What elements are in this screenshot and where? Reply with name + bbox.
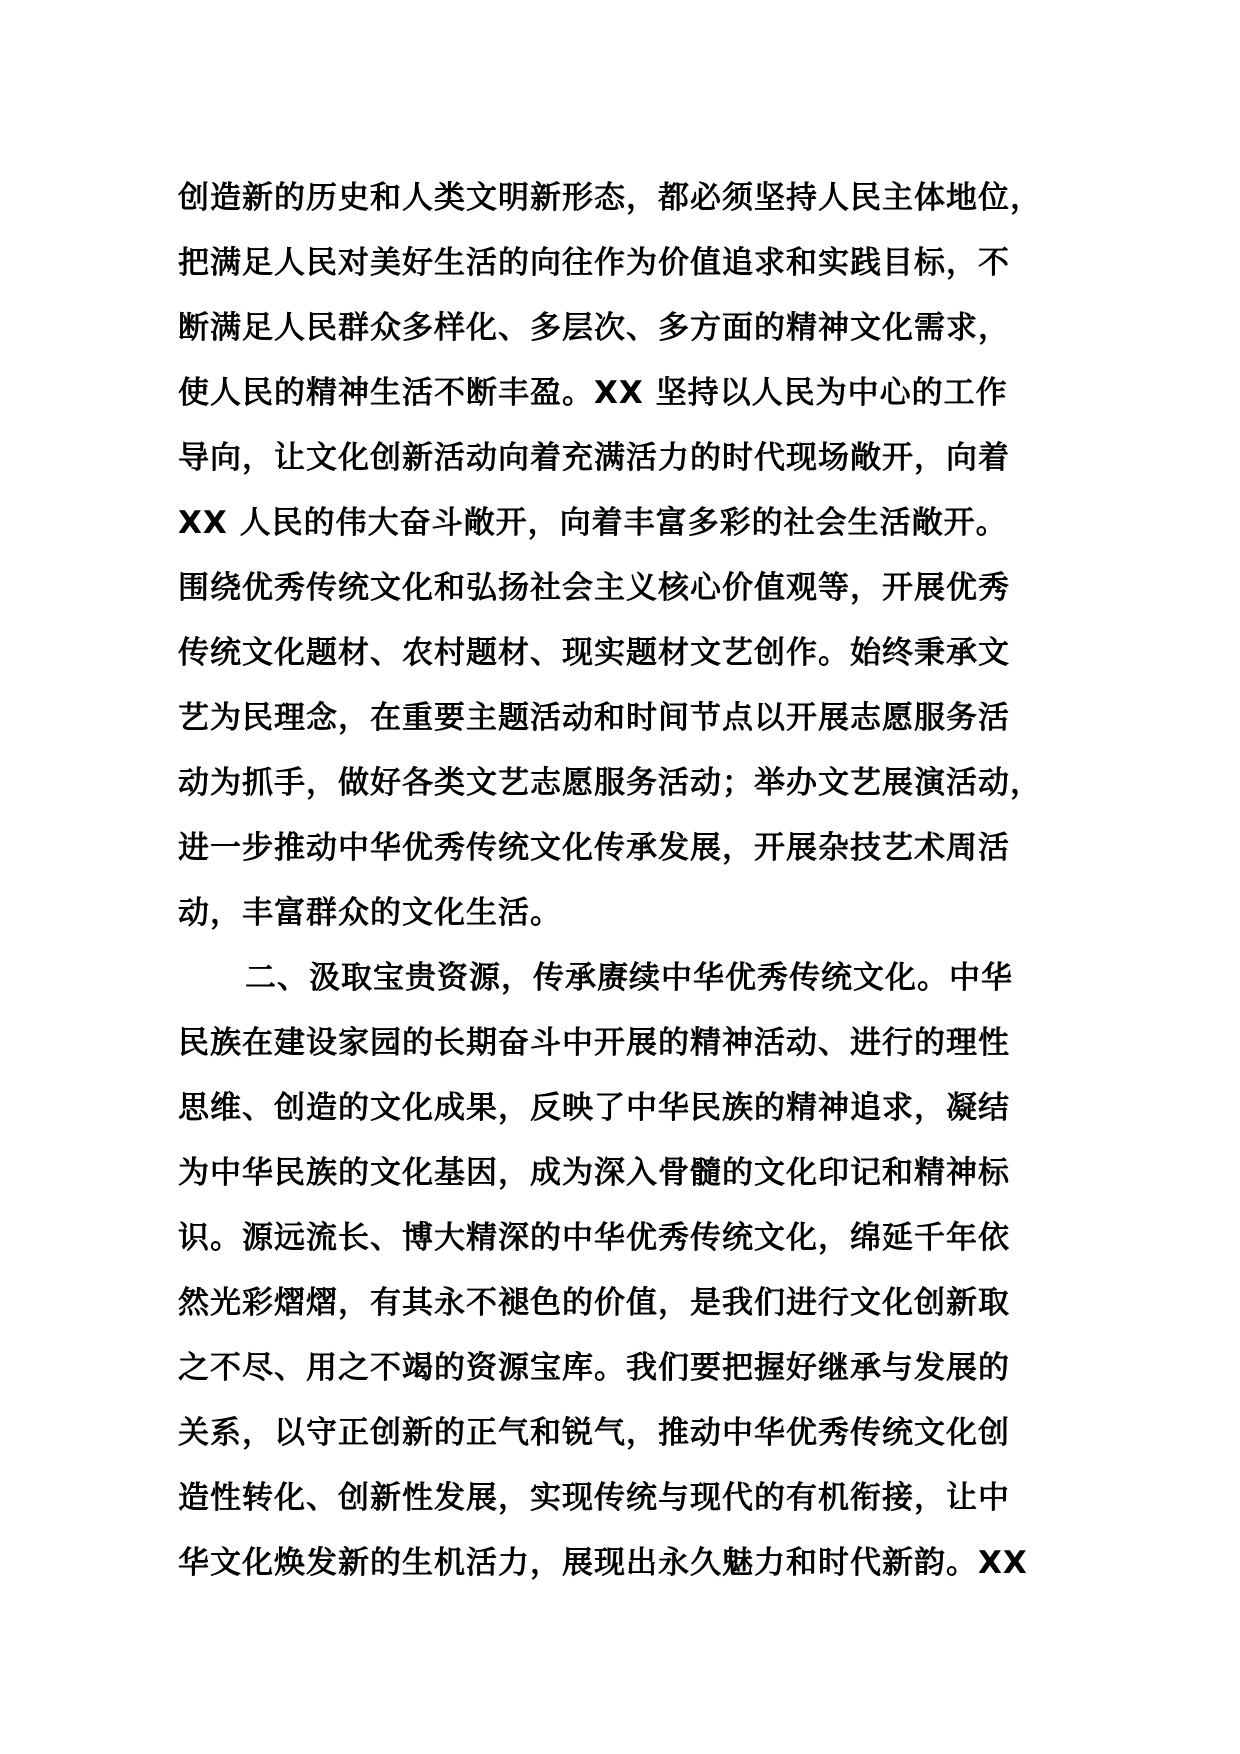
text-line: 艺为民理念，在重要主题活动和时间节点以开展志愿服务活 <box>178 700 1010 736</box>
section-heading-line: 二、汲取宝贵资源，传承赓续中华优秀传统文化。中华 <box>245 960 1013 996</box>
body-text <box>178 166 1078 1596</box>
text-line: 断满足人民群众多样化、多层次、多方面的精神文化需求， <box>178 310 1010 346</box>
text-line: XX 人民的伟大奋斗敞开，向着丰富多彩的社会生活敞开。 <box>178 505 1008 541</box>
text-line: 使人民的精神生活不断丰盈。XX 坚持以人民为中心的工作 <box>178 375 1008 411</box>
text-line: 动为抓手，做好各类文艺志愿服务活动；举办文艺展演活动， <box>178 765 1042 801</box>
text-line: 华文化焕发新的生机活力，展现出永久魅力和时代新韵。XX <box>178 1545 1028 1581</box>
text-line: 然光彩熠熠，有其永不褪色的价值，是我们进行文化创新取 <box>178 1285 1010 1321</box>
text-line: 思维、创造的文化成果，反映了中华民族的精神追求，凝结 <box>178 1090 1010 1126</box>
text-line: 动，丰富群众的文化生活。 <box>178 895 562 931</box>
text-line: 造性转化、创新性发展，实现传统与现代的有机衔接，让中 <box>178 1480 1010 1516</box>
text-line: 导向，让文化创新活动向着充满活力的时代现场敞开，向着 <box>178 440 1010 476</box>
text-line: 之不尽、用之不竭的资源宝库。我们要把握好继承与发展的 <box>178 1350 1010 1386</box>
text-line: 民族在建设家园的长期奋斗中开展的精神活动、进行的理性 <box>178 1025 1010 1061</box>
text-line: 传统文化题材、农村题材、现实题材文艺创作。始终秉承文 <box>178 635 1010 671</box>
text-line: 识。源远流长、博大精深的中华优秀传统文化，绵延千年依 <box>178 1220 1010 1256</box>
text-line: 进一步推动中华优秀传统文化传承发展，开展杂技艺术周活 <box>178 830 1010 866</box>
text-line: 把满足人民对美好生活的向往作为价值追求和实践目标，不 <box>178 245 1010 281</box>
text-line: 关系，以守正创新的正气和锐气，推动中华优秀传统文化创 <box>178 1415 1010 1451</box>
text-line: 为中华民族的文化基因，成为深入骨髓的文化印记和精神标 <box>178 1155 1010 1191</box>
text-line: 围绕优秀传统文化和弘扬社会主义核心价值观等，开展优秀 <box>178 570 1010 606</box>
text-line: 创造新的历史和人类文明新形态，都必须坚持人民主体地位， <box>178 180 1042 216</box>
